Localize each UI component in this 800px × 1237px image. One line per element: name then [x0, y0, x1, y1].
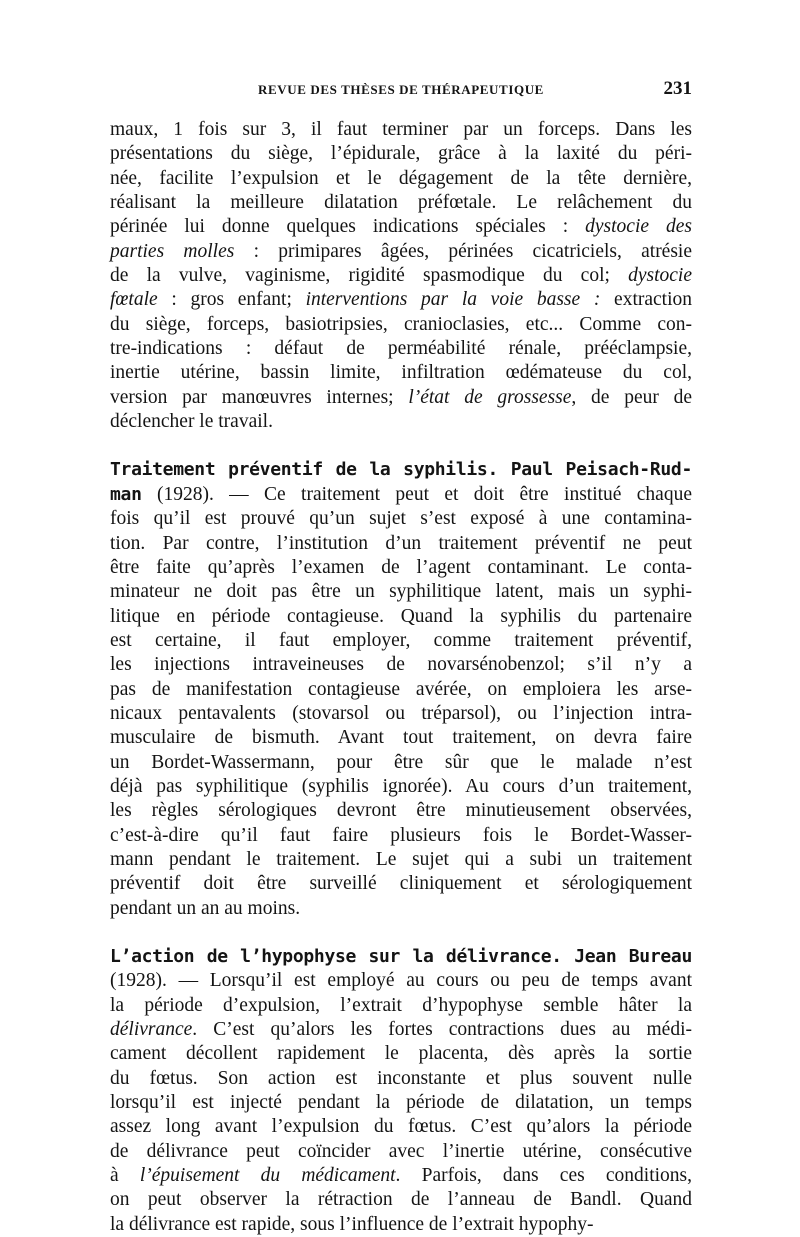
- text-span: pendant un an au moins.: [110, 897, 301, 919]
- body-text: [110, 118, 692, 1237]
- text-line: [110, 483, 692, 507]
- paragraph: [110, 118, 692, 434]
- text-span: : primipares âgées, périnées cicatriciels, atrésie: [234, 240, 692, 262]
- heading-text: man: [110, 483, 142, 505]
- text-span: cament décollent rapidement le placenta, dès après la sortie: [110, 1043, 692, 1065]
- text-span: être faite qu’après l’examen de l’agent contaminant. Le conta-: [110, 556, 692, 578]
- text-line: [110, 678, 692, 702]
- text-span: la période d’expulsion, l’extrait d’hypophyse semble hâter la: [110, 994, 692, 1016]
- text-line: [110, 458, 692, 482]
- text-span: minateur ne doit pas être un syphilitique latent, mais un syphi-: [110, 581, 692, 603]
- text-line: [110, 969, 692, 993]
- italic-text: délivrance: [110, 1019, 193, 1041]
- text-line: [110, 240, 692, 264]
- text-span: présentations du siège, l’épidurale, grâce à la laxité du péri-: [110, 143, 692, 165]
- text-span: . Parfois, dans ces conditions,: [395, 1165, 693, 1187]
- text-span: mann pendant le traitement. Le sujet qui a subi un traitement: [110, 848, 692, 870]
- text-span: c’est-à-dire qu’il faut faire plusieurs fois le Bordet-Wasser-: [110, 824, 692, 846]
- text-line: [110, 1188, 692, 1212]
- text-line: [110, 386, 692, 410]
- text-line: [110, 1018, 692, 1042]
- text-line: [110, 288, 692, 312]
- text-line: [110, 410, 692, 434]
- text-line: [110, 1091, 692, 1115]
- italic-text: l’épuisement du médicament: [139, 1165, 396, 1187]
- text-span: les injections intraveineuses de novarsénobenzol; s’il n’y a: [110, 654, 692, 676]
- text-span: (1928). — Lorsqu’il est employé au cours ou peu de temps avant: [110, 970, 692, 992]
- text-line: [110, 1042, 692, 1066]
- paragraph-gap: [110, 434, 692, 458]
- text-line: [110, 215, 692, 239]
- text-line: [110, 1140, 692, 1164]
- text-line: [110, 532, 692, 556]
- running-header: [110, 78, 692, 102]
- text-span: du fœtus. Son action est inconstante et plus souvent nulle: [110, 1067, 692, 1089]
- text-span: , de peur de: [571, 386, 692, 408]
- text-span: les règles sérologiques devront être minutieusement observées,: [110, 800, 692, 822]
- paragraph: [110, 945, 692, 1237]
- text-line: [110, 118, 692, 142]
- text-span: du siège, forceps, basiotripsies, cranioclasies, etc... Comme con-: [110, 313, 692, 335]
- heading-text: Traitement préventif de la syphilis. Paul Peisach-Rud-: [110, 459, 692, 481]
- text-span: . C’est qu’alors les fortes contractions dues au médi-: [192, 1019, 692, 1041]
- text-line: [110, 751, 692, 775]
- text-span: (1928). — Ce traitement peut et doit être institué chaque: [141, 483, 692, 505]
- text-span: de délivrance peut coïncider avec l’inertie utérine, consécutive: [110, 1140, 692, 1162]
- text-span: litique en période contagieuse. Quand la syphilis du partenaire: [110, 605, 692, 627]
- text-span: extraction: [600, 289, 693, 311]
- text-line: [110, 629, 692, 653]
- page-number: 231: [663, 78, 692, 99]
- text-line: [110, 313, 692, 337]
- text-line: [110, 702, 692, 726]
- italic-text: parties molles: [110, 240, 235, 262]
- text-span: assez long avant l’expulsion du fœtus. C’est qu’alors la période: [110, 1116, 692, 1138]
- text-span: : gros enfant;: [157, 289, 306, 311]
- text-line: [110, 1164, 692, 1188]
- text-line: [110, 507, 692, 531]
- text-line: [110, 775, 692, 799]
- text-span: un Bordet-Wassermann, pour être sûr que le malade n’est: [110, 751, 692, 773]
- running-title: REVUE DES THÈSES DE THÉRAPEUTIQUE: [258, 82, 544, 97]
- italic-text: dystocie des: [585, 216, 692, 238]
- text-line: [110, 799, 692, 823]
- text-line: [110, 264, 692, 288]
- text-line: [110, 945, 692, 969]
- text-line: [110, 337, 692, 361]
- text-span: on peut observer la rétraction de l’anneau de Bandl. Quand: [110, 1189, 692, 1211]
- text-line: [110, 1115, 692, 1139]
- text-line: [110, 191, 692, 215]
- text-line: [110, 653, 692, 677]
- text-line: [110, 1067, 692, 1091]
- text-span: nicaux pentavalents (stovarsol ou tréparsol), ou l’injection intra-: [110, 702, 692, 724]
- text-line: [110, 872, 692, 896]
- text-span: déclencher le travail.: [110, 411, 273, 433]
- italic-text: fœtale: [110, 289, 158, 311]
- paragraph: [110, 458, 692, 921]
- italic-text: dystocie: [628, 265, 692, 287]
- text-line: [110, 726, 692, 750]
- text-line: [110, 167, 692, 191]
- text-span: est certaine, il faut employer, comme traitement préventif,: [110, 629, 692, 651]
- text-span: préventif doit être surveillé cliniquement et sérologiquement: [110, 873, 692, 895]
- text-span: maux, 1 fois sur 3, il faut terminer par un forceps. Dans les: [110, 119, 692, 140]
- text-span: inertie utérine, bassin limite, infiltration œdémateuse du col,: [110, 362, 692, 384]
- text-line: [110, 580, 692, 604]
- text-span: périnée lui donne quelques indications spéciales :: [110, 216, 586, 238]
- text-span: pas de manifestation contagieuse avérée, on emploiera les arse-: [110, 678, 692, 700]
- text-span: à: [110, 1165, 140, 1187]
- text-line: [110, 605, 692, 629]
- text-line: [110, 848, 692, 872]
- text-line: [110, 556, 692, 580]
- text-line: [110, 361, 692, 385]
- text-line: [110, 897, 692, 921]
- text-span: réalisant la meilleure dilatation préfœtale. Le relâchement du: [110, 192, 692, 214]
- text-span: née, facilite l’expulsion et le dégagement de la tête dernière,: [110, 167, 692, 189]
- text-span: lorsqu’il est injecté pendant la période de dilatation, un temps: [110, 1092, 692, 1114]
- text-line: [110, 994, 692, 1018]
- text-line: [110, 1213, 692, 1237]
- text-span: la délivrance est rapide, sous l’influence de l’extrait hypophy-: [110, 1213, 594, 1235]
- italic-text: l’état de grossesse: [408, 386, 572, 408]
- text-span: fois qu’il est prouvé qu’un sujet s’est exposé à une contamina-: [110, 508, 692, 530]
- text-span: déjà pas syphilitique (syphilis ignorée). Au cours d’un traitement,: [110, 775, 692, 797]
- text-span: musculaire de bismuth. Avant tout traitement, on devra faire: [110, 727, 692, 749]
- text-line: [110, 142, 692, 166]
- italic-text: interventions par la voie basse :: [305, 289, 601, 311]
- heading-text: L’action de l’hypophyse sur la délivrance. Jean Bureau: [110, 946, 692, 967]
- text-line: [110, 824, 692, 848]
- paragraph-gap: [110, 921, 692, 945]
- text-span: tre-indications : défaut de perméabilité rénale, prééclampsie,: [110, 338, 692, 360]
- text-span: version par manœuvres internes;: [110, 386, 409, 408]
- text-span: de la vulve, vaginisme, rigidité spasmodique du col;: [110, 265, 629, 287]
- text-span: tion. Par contre, l’institution d’un traitement préventif ne peut: [110, 532, 692, 554]
